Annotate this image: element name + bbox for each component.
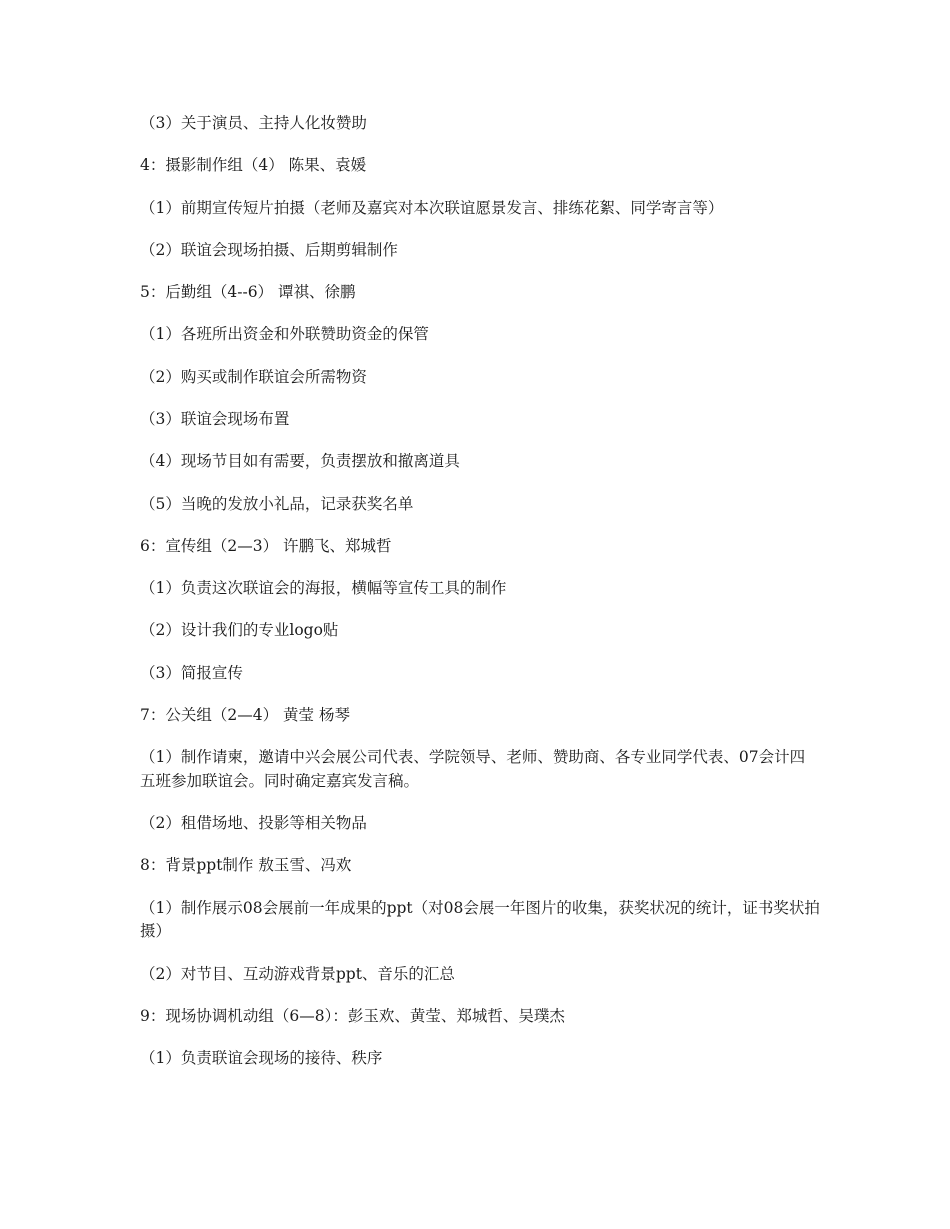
paragraph-posters-banners: （1）负责这次联谊会的海报，横幅等宣传工具的制作 [140,579,507,598]
document-body [140,112,820,1089]
paragraph-reception-order: （1）负责联谊会现场的接待、秩序 [140,1049,383,1068]
heading-photography-group: 4：摄影制作组（4） 陈果、袁媛 [140,156,367,175]
heading-coordination-group: 9：现场协调机动组（6—8）：彭玉欢、黄莹、郑城哲、吴璞杰 [140,1006,565,1025]
heading-ppt-group: 8：背景ppt制作 敖玉雪、冯欢 [140,856,352,875]
heading-pr-group: 7：公关组（2—4） 黄莹 杨琴 [140,705,350,724]
paragraph-invitations: （1）制作请柬，邀请中兴会展公司代表、学院领导、老师、赞助商、各专业同学代表、07会计四五班参加联谊会。同时确定嘉宾发言稿。 [140,748,806,790]
paragraph-props-handling: （4）现场节目如有需要，负责摆放和撤离道具 [140,452,460,471]
heading-logistics-group: 5：后勤组（4--6） 谭祺、徐鹏 [140,283,356,302]
paragraph-venue-setup: （3）联谊会现场布置 [140,409,290,428]
paragraph-venue-rental: （2）租借场地、投影等相关物品 [140,814,367,833]
paragraph-logo-design: （2）设计我们的专业logo贴 [140,621,339,640]
paragraph-achievement-ppt: （1）制作展示08会展前一年成果的ppt（对08会展一年图片的收集，获奖状况的统计，证书奖状拍摄） [140,898,820,941]
paragraph-purchase-supplies: （2）购买或制作联谊会所需物资 [140,367,367,386]
paragraph-makeup-sponsorship: （3）关于演员、主持人化妆赞助 [140,114,367,132]
paragraph-funds-custody: （1）各班所出资金和外联赞助资金的保管 [140,325,429,344]
paragraph-program-ppt: （2）对节目、互动游戏背景ppt、音乐的汇总 [140,964,455,983]
heading-publicity-group: 6：宣传组（2—3） 许鹏飞、郑城哲 [140,536,392,555]
paragraph-promo-video: （1）前期宣传短片拍摄（老师及嘉宾对本次联谊愿景发言、排练花絮、同学寄言等） [140,198,724,217]
paragraph-bulletin: （3）简报宣传 [140,663,243,682]
paragraph-gifts-winners: （5）当晚的发放小礼品，记录获奖名单 [140,494,414,513]
paragraph-onsite-filming: （2）联谊会现场拍摄、后期剪辑制作 [140,240,398,259]
